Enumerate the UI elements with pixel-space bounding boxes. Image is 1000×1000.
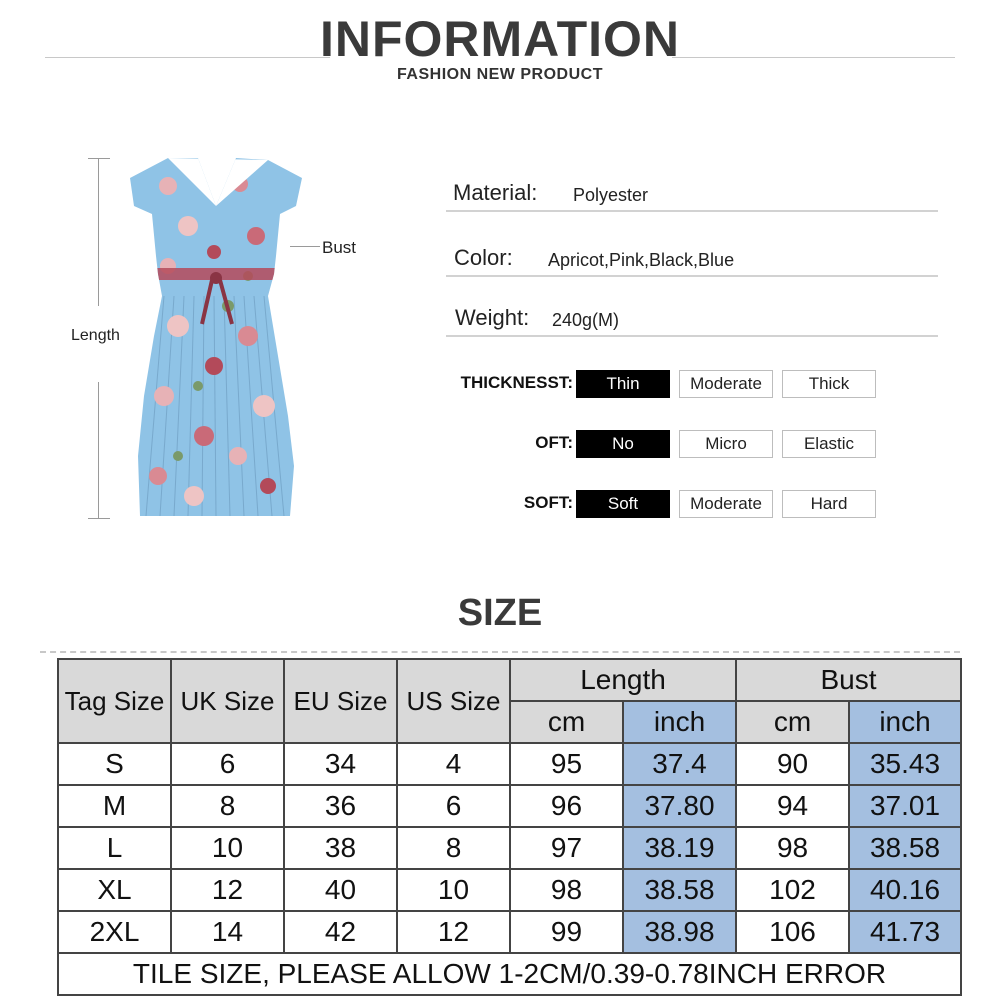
info-row-material (446, 170, 938, 212)
option-row-thickness (400, 370, 900, 398)
cell-us: 8 (397, 827, 510, 869)
cell-us: 6 (397, 785, 510, 827)
size-error-note: TILE SIZE, PLEASE ALLOW 1-2CM/0.39-0.78INCH ERROR (58, 953, 961, 995)
cell-uk: 12 (171, 869, 284, 911)
cell-bust-inch: 35.43 (849, 743, 961, 785)
info-key: Weight: (455, 305, 530, 330)
dress-image (128, 156, 306, 518)
header-uk-size: UK Size (171, 659, 284, 743)
option-soft[interactable]: Soft (576, 490, 670, 518)
length-bottom-tick (88, 518, 110, 519)
info-value: Polyester (573, 185, 649, 205)
cell-bust-cm: 106 (736, 911, 849, 953)
header-length-cm: cm (510, 701, 623, 743)
table-row (58, 785, 961, 827)
cell-length-cm: 98 (510, 869, 623, 911)
cell-tag: M (58, 785, 171, 827)
page-title: INFORMATION (319, 11, 681, 67)
cell-length-inch: 38.58 (623, 869, 736, 911)
cell-tag: L (58, 827, 171, 869)
option-micro[interactable]: Micro (679, 430, 773, 458)
option-elastic[interactable]: Elastic (782, 430, 876, 458)
info-key: Color: (454, 245, 513, 270)
page-subtitle: FASHION NEW PRODUCT (397, 66, 603, 83)
cell-tag: 2XL (58, 911, 171, 953)
cell-length-cm: 96 (510, 785, 623, 827)
option-moderate[interactable]: Moderate (679, 370, 773, 398)
size-divider (40, 651, 960, 653)
cell-bust-inch: 38.58 (849, 827, 961, 869)
info-value: 240g(M) (552, 310, 620, 330)
cell-length-inch: 38.98 (623, 911, 736, 953)
info-row-color (446, 235, 938, 277)
cell-eu: 36 (284, 785, 397, 827)
cell-tag: S (58, 743, 171, 785)
header-eu-size: EU Size (284, 659, 397, 743)
info-row-weight (446, 295, 938, 337)
info-key: Material: (453, 180, 538, 205)
cell-bust-cm: 94 (736, 785, 849, 827)
cell-bust-inch: 40.16 (849, 869, 961, 911)
length-line-top (98, 158, 99, 306)
option-label: SOFT: (523, 493, 573, 512)
option-moderate[interactable]: Moderate (679, 490, 773, 518)
option-label: THICKNESST: (460, 373, 573, 392)
cell-us: 12 (397, 911, 510, 953)
header-bust-inch: inch (849, 701, 961, 743)
option-no[interactable]: No (576, 430, 670, 458)
header-bust-cm: cm (736, 701, 849, 743)
cell-us: 10 (397, 869, 510, 911)
header-length-inch: inch (623, 701, 736, 743)
cell-length-inch: 38.19 (623, 827, 736, 869)
cell-bust-inch: 37.01 (849, 785, 961, 827)
cell-length-inch: 37.80 (623, 785, 736, 827)
bust-label: Bust (322, 238, 357, 257)
cell-length-cm: 97 (510, 827, 623, 869)
cell-uk: 10 (171, 827, 284, 869)
table-row (58, 911, 961, 953)
option-row-soft (400, 490, 900, 518)
option-label: OFT: (535, 433, 573, 452)
option-hard[interactable]: Hard (782, 490, 876, 518)
length-top-tick (88, 158, 110, 159)
size-title: SIZE (457, 592, 543, 634)
cell-eu: 40 (284, 869, 397, 911)
cell-bust-cm: 102 (736, 869, 849, 911)
cell-eu: 42 (284, 911, 397, 953)
cell-tag: XL (58, 869, 171, 911)
cell-us: 4 (397, 743, 510, 785)
cell-length-cm: 99 (510, 911, 623, 953)
cell-uk: 8 (171, 785, 284, 827)
option-thick[interactable]: Thick (782, 370, 876, 398)
option-row-oft (400, 430, 900, 458)
cell-uk: 14 (171, 911, 284, 953)
table-row (58, 743, 961, 785)
table-row (58, 827, 961, 869)
size-table (57, 658, 962, 996)
table-note-row (58, 953, 961, 995)
header-tag-size: Tag Size (58, 659, 171, 743)
cell-bust-cm: 90 (736, 743, 849, 785)
table-row (58, 869, 961, 911)
cell-uk: 6 (171, 743, 284, 785)
cell-length-inch: 37.4 (623, 743, 736, 785)
cell-bust-cm: 98 (736, 827, 849, 869)
header-us-size: US Size (397, 659, 510, 743)
header-length: Length (510, 659, 736, 701)
info-value: Apricot,Pink,Black,Blue (548, 250, 735, 270)
table-header-row (58, 659, 961, 701)
length-line-bottom (98, 382, 99, 518)
header-bust: Bust (736, 659, 961, 701)
cell-bust-inch: 41.73 (849, 911, 961, 953)
cell-eu: 38 (284, 827, 397, 869)
option-thin[interactable]: Thin (576, 370, 670, 398)
cell-length-cm: 95 (510, 743, 623, 785)
cell-eu: 34 (284, 743, 397, 785)
length-label: Length (71, 327, 120, 344)
